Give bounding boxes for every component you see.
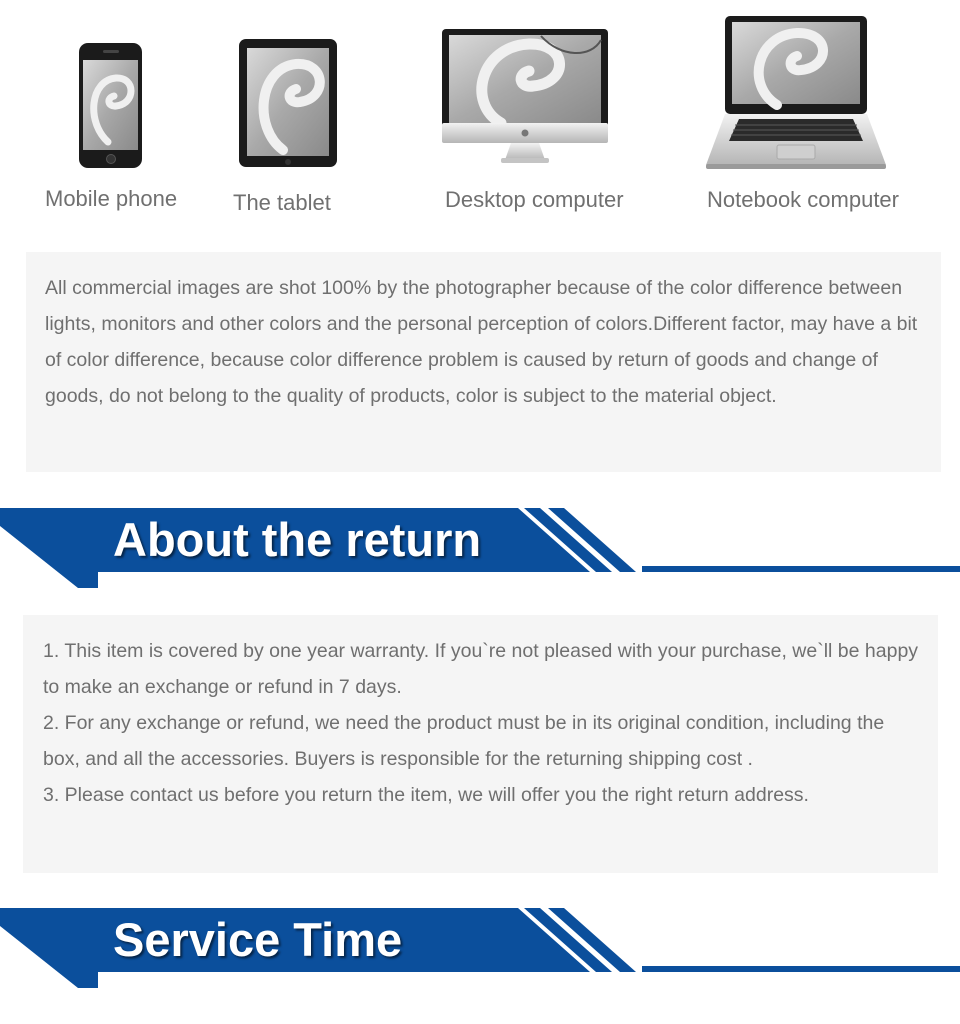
service-time-banner xyxy=(0,908,960,990)
return-policy-panel xyxy=(23,615,938,873)
notebook-computer-label: Notebook computer xyxy=(707,187,899,212)
service-time-title: Service Time xyxy=(113,913,403,966)
return-item-2: 2. For any exchange or refund, we need the product must be in its original condition, including the box, and all the accessories. Buyers is responsible for the returning shipping cost . xyxy=(43,712,885,770)
color-difference-notice xyxy=(26,252,941,472)
return-item-3: 3. Please contact us before you return the item, we will offer you the right return address. xyxy=(43,784,809,806)
about-return-title: About the return xyxy=(113,513,482,566)
tablet-label: The tablet xyxy=(233,190,331,215)
return-item-1: 1. This item is covered by one year warranty. If you`re not pleased with your purchase, we`ll be happy to make an exchange or refund in 7 days. xyxy=(43,640,919,698)
tablet-icon xyxy=(238,38,338,168)
desktop-computer-label: Desktop computer xyxy=(445,187,624,212)
notice-text: All commercial images are shot 100% by the photographer because of the color difference between lights, monitors and other colors and the personal perception of colors.Different factor, may have a bit of color difference, because color difference problem is caused by return of goods and change of goods, do not belong to the quality of products, color is subject to the material object. xyxy=(45,277,918,407)
mobile-phone-icon xyxy=(78,42,144,170)
mobile-phone-label: Mobile phone xyxy=(45,186,178,211)
about-return-banner xyxy=(0,508,960,590)
desktop-computer-icon xyxy=(441,28,609,168)
notebook-computer-icon xyxy=(705,15,887,170)
device-display-row xyxy=(0,0,960,240)
